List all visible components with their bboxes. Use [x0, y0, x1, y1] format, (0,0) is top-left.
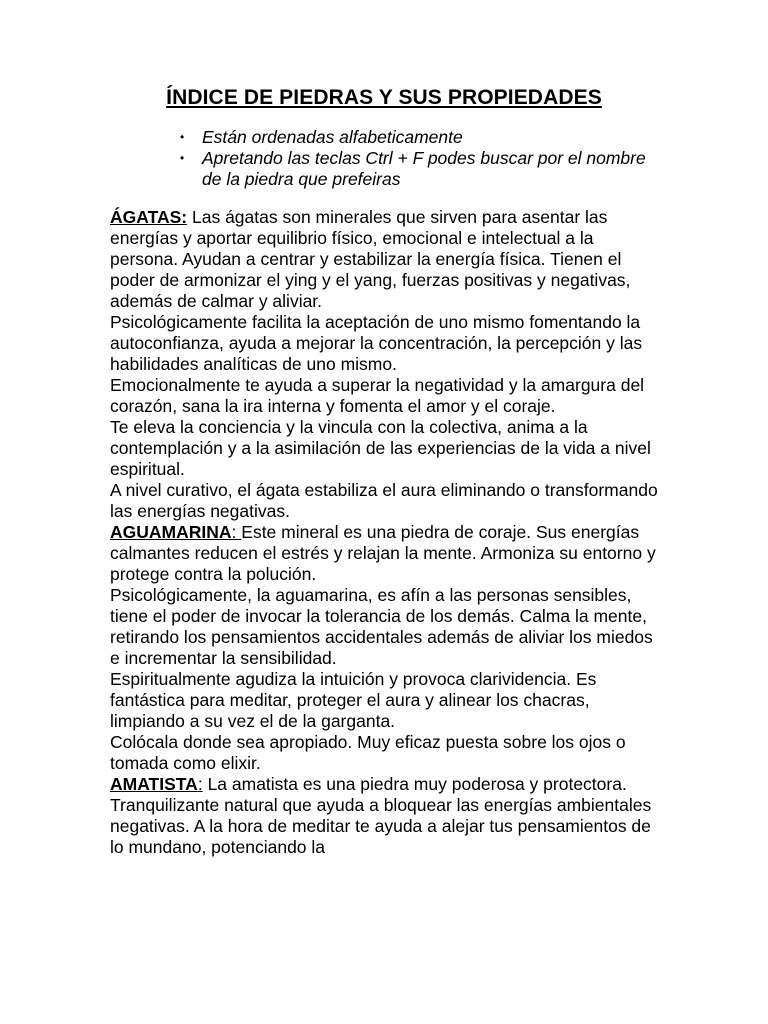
aguamarina-paragraph: Espiritualmente agudiza la intuición y provoca clarividencia. Es fantástica para meditar, proteger el aura y alinear los chacras, limpiando a su vez el de la garganta.: [110, 669, 597, 731]
amatista-colon: :: [197, 774, 203, 794]
bullet-dot-icon: •: [180, 151, 185, 165]
aguamarina-paragraph: [110, 522, 666, 585]
agatas-paragraph: A nivel curativo, el ágata estabiliza el aura eliminando o transformando las energías negativas.: [110, 480, 658, 521]
aguamarina-heading: AGUAMARINA: [110, 522, 232, 542]
bullet-item: [180, 127, 650, 148]
bullet-text: Apretando las teclas Ctrl + F podes buscar por el nombre de la piedra que prefeiras: [202, 148, 646, 189]
agatas-paragraph: Psicológicamente facilita la aceptación de uno mismo fomentando la autoconfianza, ayuda a mejorar la concentración, la percepción y las habilidades analíticas de uno mismo.: [110, 312, 643, 374]
agatas-paragraph: Emocionalmente te ayuda a superar la negatividad y la amargura del corazón, sana la ira interna y fomenta el amor y el coraje.: [110, 375, 645, 416]
bullet-dot-icon: •: [180, 130, 185, 144]
document-title: ÍNDICE DE PIEDRAS Y SUS PROPIEDADES: [166, 86, 602, 109]
aguamarina-text: Este mineral es una piedra de coraje. Sus energías calmantes reducen el estrés y relajan la mente. Armoniza su entorno y protege contra la polución.: [110, 522, 656, 584]
document-body: [110, 207, 666, 858]
agatas-heading: ÁGATAS:: [110, 207, 188, 227]
agatas-paragraph: [110, 207, 666, 312]
amatista-text: La amatista es una piedra muy poderosa y protectora. Tranquilizante natural que ayuda a bloquear las energías ambientales negativas. A la hora de meditar te ayuda a alejar tus pensamientos de lo mundano, potenciando la: [110, 774, 652, 857]
aguamarina-paragraph: Psicológicamente, la aguamarina, es afín a las personas sensibles, tiene el poder de invocar la tolerancia de los demás. Calma la mente, retirando los pensamientos accidentales además de aliviar los miedos e incrementar la sensibilidad.: [110, 585, 653, 668]
amatista-paragraph: [110, 774, 666, 858]
agatas-text: Las ágatas son minerales que sirven para asentar las energías y aportar equilibrio físico, emocional e intelectual a la persona. Ayudan a centrar y estabilizar la energía física. Tienen el poder de armonizar el ying y el yang, fuerzas positivas y negativas, además de calmar y aliviar.: [110, 207, 631, 311]
amatista-heading: AMATISTA: [110, 774, 198, 794]
agatas-paragraph: Te eleva la conciencia y la vincula con la colectiva, anima a la contemplación y a la asimilación de las experiencias de la vida a nivel espiritual.: [110, 417, 651, 479]
aguamarina-colon: :: [231, 522, 242, 542]
intro-bullet-list: [180, 127, 650, 190]
aguamarina-paragraph: Colócala donde sea apropiado. Muy eficaz puesta sobre los ojos o tomada como elixir.: [110, 732, 626, 773]
bullet-text: Están ordenadas alfabeticamente: [202, 127, 463, 147]
bullet-item: [180, 148, 650, 190]
